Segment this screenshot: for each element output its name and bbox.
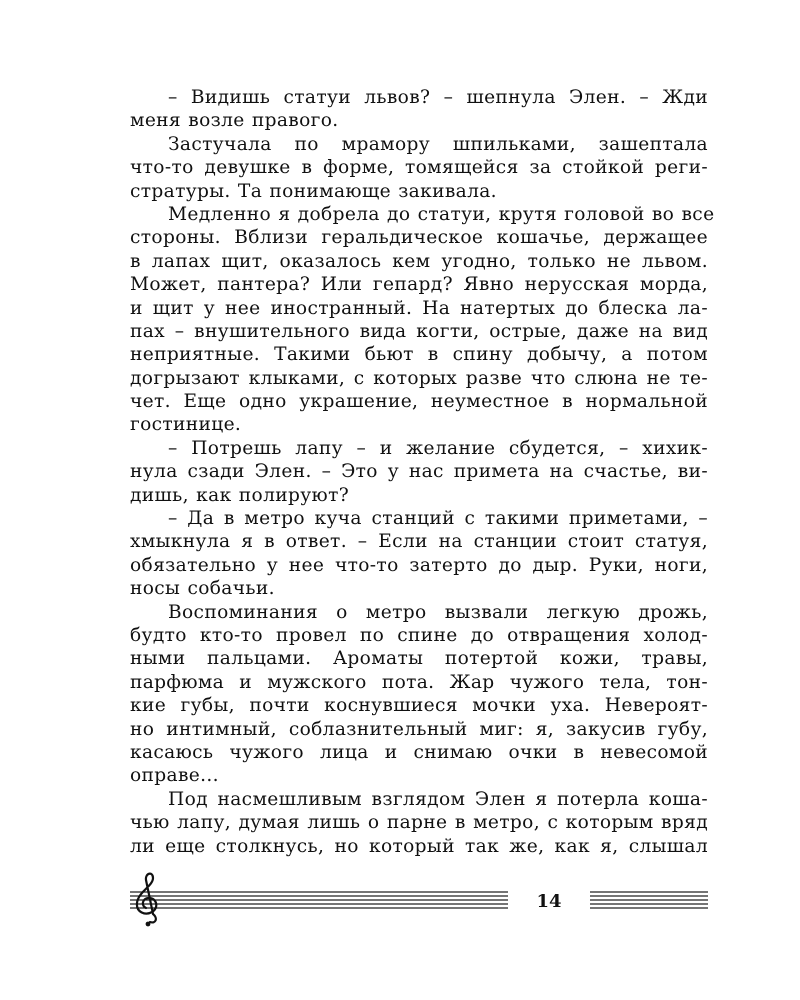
text-line: меня возле правого. bbox=[130, 110, 339, 132]
page-footer bbox=[130, 868, 708, 928]
text-line: стратуры. Та понимающе закивала. bbox=[130, 180, 497, 202]
music-staff bbox=[130, 868, 708, 928]
text-line: будто кто-то провел по спине до отвращения холод- bbox=[130, 624, 708, 646]
text-line: Застучала по мрамору шпильками, зашептала bbox=[168, 133, 708, 155]
text-line: в лапах щит, оказалось кем угодно, только не львом. bbox=[130, 250, 708, 272]
text-line: чет. Еще одно украшение, неуместное в нормальной bbox=[130, 391, 708, 413]
text-line: дишь, как полируют? bbox=[130, 484, 350, 506]
text-line: ли еще столкнусь, но который так же, как я, слышал bbox=[130, 835, 708, 857]
text-line: и щит у нее иностранный. На натертых до блеска ла- bbox=[130, 297, 708, 319]
text-line: Под насмешливым взглядом Элен я потерла коша- bbox=[168, 788, 708, 810]
body-text bbox=[130, 86, 715, 858]
text-line: стороны. Вблизи геральдическое кошачье, держащее bbox=[130, 227, 708, 249]
text-line: – Да в метро куча станций с такими приметами, – bbox=[168, 508, 708, 530]
text-line: ными пальцами. Ароматы потертой кожи, травы, bbox=[130, 648, 708, 670]
text-line: неприятные. Такими бьют в спину добычу, а потом bbox=[130, 344, 708, 366]
text-line: обязательно у нее что-то затерто до дыр. Руки, ноги, bbox=[130, 554, 708, 576]
text-line: касаюсь чужого лица и снимаю очки в невесомой bbox=[130, 741, 708, 763]
text-line: Может, пантера? Или гепард? Явно нерусская морда, bbox=[130, 274, 708, 296]
page-number: 14 bbox=[508, 891, 590, 913]
text-line: пах – внушительного вида когти, острые, даже на вид bbox=[130, 320, 708, 342]
text-line: оправе... bbox=[130, 765, 219, 787]
text-line: гостинице. bbox=[130, 414, 242, 436]
text-line: носы собачьи. bbox=[130, 578, 275, 600]
text-line: хмыкнула я в ответ. – Если на станции стоит статуя, bbox=[130, 531, 708, 553]
text-line: Медленно я добрела до статуи, крутя головой во все bbox=[168, 203, 715, 225]
text-line: но интимный, соблазнительный миг: я, закусив губу, bbox=[130, 718, 708, 740]
text-line: нула сзади Элен. – Это у нас примета на счастье, ви- bbox=[130, 461, 708, 483]
text-line: – Видишь статуи львов? – шепнула Элен. – Жди bbox=[168, 87, 708, 108]
text-line: догрызают клыками, с которых разве что слюна не те- bbox=[130, 367, 708, 389]
text-line: парфюма и мужского пота. Жар чужого тела, тон- bbox=[130, 671, 708, 693]
text-line: что-то девушке в форме, томящейся за стойкой реги- bbox=[130, 157, 708, 179]
text-line: – Потрешь лапу – и желание сбудется, – хихик- bbox=[168, 437, 708, 459]
text-line: кие губы, почти коснувшиеся мочки уха. Невероят- bbox=[130, 695, 708, 717]
text-line: Воспоминания о метро вызвали легкую дрожь, bbox=[168, 601, 708, 623]
text-line: чью лапу, думая лишь о парне в метро, с которым вряд bbox=[130, 812, 708, 834]
